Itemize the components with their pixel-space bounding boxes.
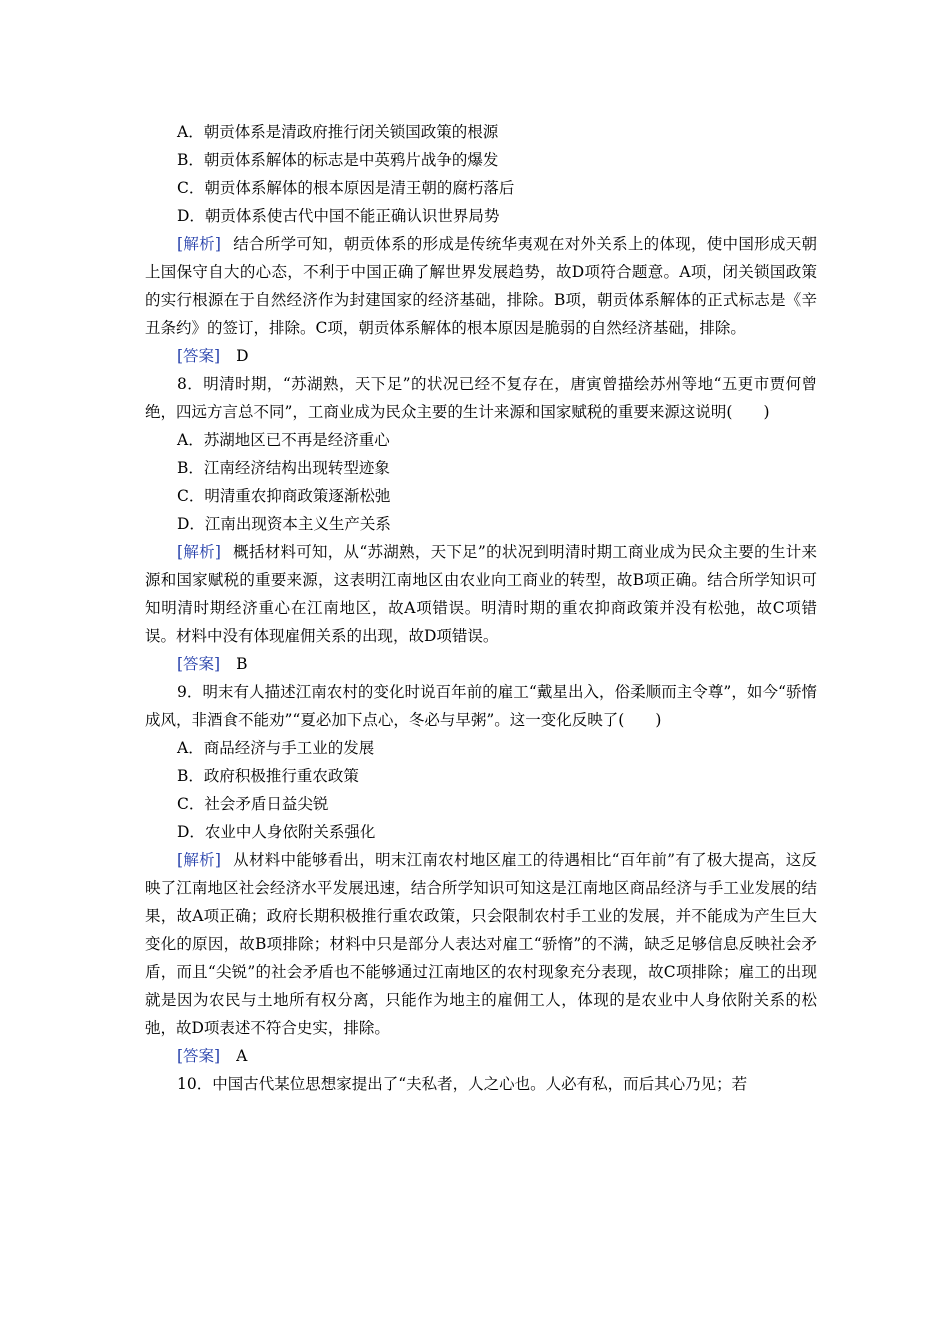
q7-option-d: D．朝贡体系使古代中国不能正确认识世界局势 (177, 207, 500, 225)
q7-analysis (145, 230, 817, 342)
analysis-label: [解析] (177, 235, 221, 253)
q9-option-b: B．政府积极推行重农政策 (177, 767, 359, 785)
q7-option-b: B．朝贡体系解体的标志是中英鸦片战争的爆发 (177, 151, 499, 169)
q10-stem: 10．中国古代某位思想家提出了“夫私者，人之心也。人必有私，而后其心乃见；若 (177, 1075, 748, 1093)
answer-label: [答案] (177, 347, 221, 365)
document-body (145, 118, 817, 1098)
q7-analysis-text: 结合所学可知，朝贡体系的形成是传统华夷观在对外关系上的体现，使中国形成天朝上国保守自大的心态，不利于中国正确了解世界发展趋势，故D项符合题意。A项，闭关锁国政策的实行根源在于自然经济作为封建国家的经济基础，排除。B项，朝贡体系解体的正式标志是《辛丑条约》的签订，排除。C项，朝贡体系解体的根本原因是脆弱的自然经济基础，排除。 (145, 235, 817, 337)
q9-stem: 9．明末有人描述江南农村的变化时说百年前的雇工“戴星出入，俗柔顺而主令尊”，如今“骄惰成风，非酒食不能劝”“夏必加下点心，冬必与早粥”。这一变化反映了( ) (145, 683, 817, 729)
q8-analysis-text: 概括材料可知，从“苏湖熟，天下足”的状况到明清时期工商业成为民众主要的生计来源和国家赋税的重要来源，这表明江南地区由农业向工商业的转型，故B项正确。结合所学知识可知明清时期经济重心在江南地区，故A项错误。明清时期的重农抑商政策并没有松弛，故C项错误。材料中没有体现雇佣关系的出现，故D项错误。 (145, 543, 817, 645)
q8-analysis (145, 538, 817, 650)
q8-option-d: D．江南出现资本主义生产关系 (177, 515, 391, 533)
q9-answer-value: A (236, 1047, 248, 1065)
q7-answer-value: D (236, 347, 249, 365)
q8-option-c: C．明清重农抑商政策逐渐松弛 (177, 487, 391, 505)
q9-option-a: A．商品经济与手工业的发展 (177, 739, 375, 757)
q9-option-c: C．社会矛盾日益尖锐 (177, 795, 329, 813)
q8-answer (145, 650, 817, 678)
q8-option-b: B．江南经济结构出现转型迹象 (177, 459, 390, 477)
q7-option-c: C．朝贡体系解体的根本原因是清王朝的腐朽落后 (177, 179, 515, 197)
q9-option-d: D．农业中人身依附关系强化 (177, 823, 376, 841)
q8-answer-value: B (236, 655, 248, 673)
analysis-label: [解析] (177, 851, 221, 869)
q7-answer (145, 342, 817, 370)
q7-option-a: A．朝贡体系是清政府推行闭关锁国政策的根源 (177, 123, 499, 141)
q9-analysis-text: 从材料中能够看出，明末江南农村地区雇工的待遇相比“百年前”有了极大提高，这反映了江南地区社会经济水平发展迅速，结合所学知识可知这是江南地区商品经济与手工业发展的结果，故A项正确；政府长期积极推行重农政策，只会限制农村手工业的发展，并不能成为产生巨大变化的原因，故B项排除；材料中只是部分人表达对雇工“骄惰”的不满，缺乏足够信息反映社会矛盾，而且“尖锐”的社会矛盾也不能够通过江南地区的农村现象充分表现，故C项排除；雇工的出现就是因为农民与土地所有权分离，只能作为地主的雇佣工人，体现的是农业中人身依附关系的松弛，故D项表述不符合史实，排除。 (145, 851, 817, 1037)
q9-answer (145, 1042, 817, 1070)
q8-stem: 8．明清时期，“苏湖熟，天下足”的状况已经不复存在，唐寅曾描绘苏州等地“五更市贾何曾绝，四远方言总不同”，工商业成为民众主要的生计来源和国家赋税的重要来源这说明( ) (145, 375, 817, 421)
answer-label: [答案] (177, 655, 221, 673)
analysis-label: [解析] (177, 543, 221, 561)
answer-label: [答案] (177, 1047, 221, 1065)
q9-analysis (145, 846, 817, 1042)
q8-option-a: A．苏湖地区已不再是经济重心 (177, 431, 390, 449)
